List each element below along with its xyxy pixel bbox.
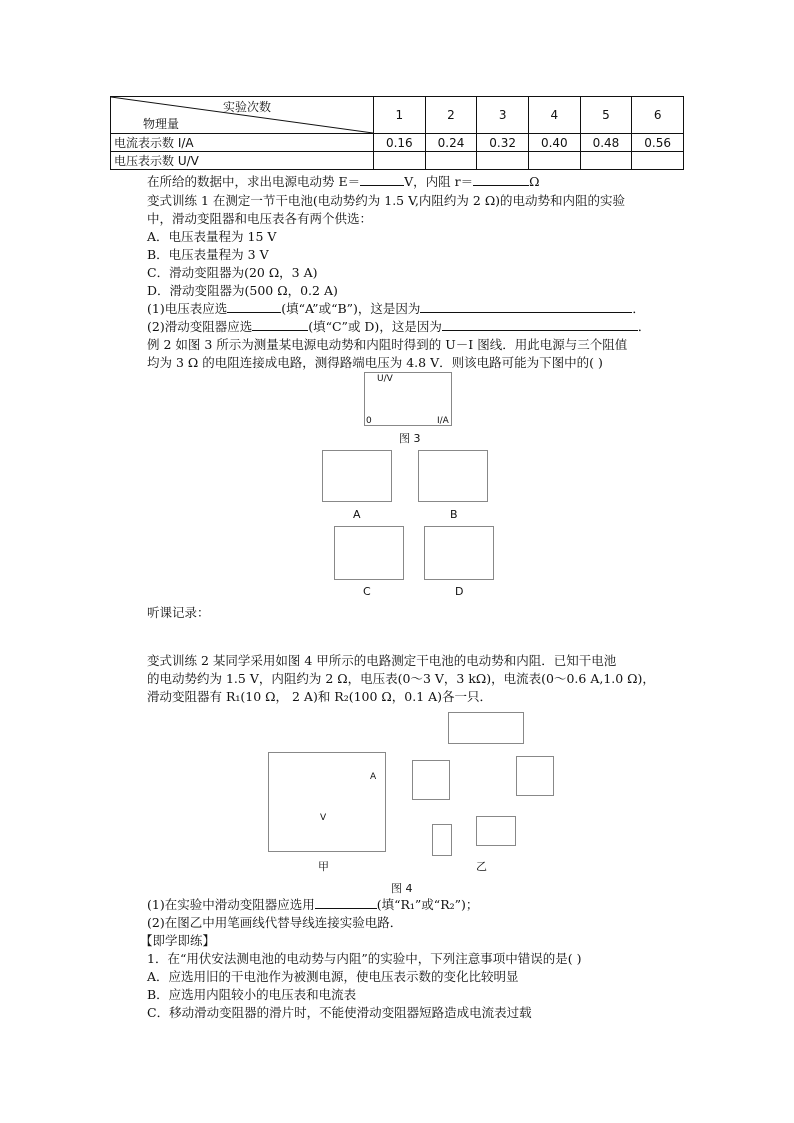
cell: 0.48	[580, 134, 632, 152]
col-header: 5	[580, 97, 632, 134]
ex2-line1: 例 2 如图 3 所示为测量某电源电动势和内阻时得到的 U－I 图线．用此电源与三个阻值	[147, 337, 628, 352]
practice-option-a: A．应选用旧的干电池作为被测电源，使电压表示数的变化比较明显	[147, 969, 519, 984]
voltmeter-label: V	[320, 813, 327, 823]
cell	[632, 152, 684, 170]
cell: 0.40	[528, 134, 580, 152]
header-bottom: 物理量	[143, 117, 180, 131]
practice-title: 【即学即练】	[140, 933, 216, 948]
var1-q2: (2)滑动变阻器应选 (填“C”或 D)，这是因为 ．	[147, 319, 651, 334]
header-top: 实验次数	[223, 100, 272, 114]
cell	[477, 152, 529, 170]
battery-image-placeholder	[432, 824, 452, 856]
r-blank	[473, 173, 529, 186]
circuit-label: C	[363, 585, 371, 598]
voltmeter-image-placeholder	[516, 756, 554, 796]
graph-ylabel: U/V	[377, 374, 393, 384]
table-row	[111, 134, 684, 152]
var1-intro1: 变式训练 1 在测定一节干电池(电动势约为 1.5 V,内阻约为 2 Ω)的电动势和内阻的实验	[147, 193, 626, 208]
cell	[580, 152, 632, 170]
circuit-jia-placeholder	[268, 752, 386, 852]
graph-origin: 0	[366, 416, 372, 426]
var1-q1: (1)电压表应选 (填“A”或“B”)，这是因为 ．	[147, 301, 645, 316]
practice-option-b: B．应选用内阻较小的电压表和电流表	[147, 987, 357, 1002]
fig4-caption: 图 4	[391, 882, 413, 895]
table-row	[111, 152, 684, 170]
circuit-c-placeholder	[334, 526, 404, 580]
var1-option-a: A．电压表量程为 15 V	[147, 229, 277, 244]
practice-q1: 1．在“用伏安法测电池的电动势与内阻”的实验中，下列注意事项中错误的是( )	[147, 951, 582, 966]
switch-image-placeholder	[476, 816, 516, 846]
circuit-label: D	[455, 585, 464, 598]
fig4-jia: 甲	[318, 860, 329, 873]
table-corner-cell	[111, 97, 374, 134]
cell: 0.24	[425, 134, 477, 152]
var1-option-b: B．电压表量程为 3 V	[147, 247, 269, 262]
circuit-d-placeholder	[424, 526, 494, 580]
cell: 0.32	[477, 134, 529, 152]
circuit-a-placeholder	[322, 450, 392, 502]
cell	[528, 152, 580, 170]
cell	[374, 152, 426, 170]
emf-question: 在所给的数据中，求出电源电动势 E＝ V，内阻 r＝ Ω	[147, 174, 540, 189]
circuit-label: A	[353, 508, 361, 521]
emf-blank	[360, 173, 404, 186]
var1-intro2: 中，滑动变阻器和电压表各有两个供选：	[147, 211, 373, 226]
cell: 0.16	[374, 134, 426, 152]
fig3-caption: 图 3	[399, 432, 421, 445]
cell	[425, 152, 477, 170]
practice-option-c: C．移动滑动变阻器的滑片时，不能使滑动变阻器短路造成电流表过载	[147, 1005, 532, 1020]
ex2-line2: 均为 3 Ω 的电阻连接成电路，测得路端电压为 4.8 V．则该电路可能为下图中的( )	[147, 355, 603, 370]
fig4-yi: 乙	[476, 860, 487, 873]
var2-line3: 滑动变阻器有 R₁(10 Ω， 2 A)和 R₂(100 Ω，0.1 A)各一只．	[147, 689, 493, 704]
data-table	[110, 96, 684, 170]
cell: 0.56	[632, 134, 684, 152]
rheostat-image-placeholder	[448, 712, 524, 744]
col-header: 2	[425, 97, 477, 134]
row-label: 电压表示数 U/V	[111, 152, 374, 170]
var2-line1: 变式训练 2 某同学采用如图 4 甲所示的电路测定干电池的电动势和内阻．已知干电池	[147, 653, 617, 668]
var1-option-d: D．滑动变阻器为(500 Ω，0.2 A)	[147, 283, 338, 298]
var1-option-c: C．滑动变阻器为(20 Ω，3 A)	[147, 265, 318, 280]
lecture-notes: 听课记录：	[147, 605, 210, 620]
col-header: 6	[632, 97, 684, 134]
graph-xlabel: I/A	[437, 416, 449, 426]
col-header: 1	[374, 97, 426, 134]
var2-q1: (1)在实验中滑动变阻器应选用 (填“R₁”或“R₂”)；	[147, 897, 479, 912]
ammeter-label: A	[370, 772, 377, 782]
var2-line2: 的电动势约为 1.5 V，内阻约为 2 Ω，电压表(0～3 V，3 kΩ)，电流表(0～0.6 A,1.0 Ω)，	[147, 671, 655, 686]
ammeter-image-placeholder	[412, 760, 450, 800]
row-label: 电流表示数 I/A	[111, 134, 374, 152]
circuit-b-placeholder	[418, 450, 488, 502]
col-header: 4	[528, 97, 580, 134]
circuit-label: B	[450, 508, 458, 521]
col-header: 3	[477, 97, 529, 134]
var2-q2: (2)在图乙中用笔画线代替导线连接实验电路．	[147, 915, 403, 930]
